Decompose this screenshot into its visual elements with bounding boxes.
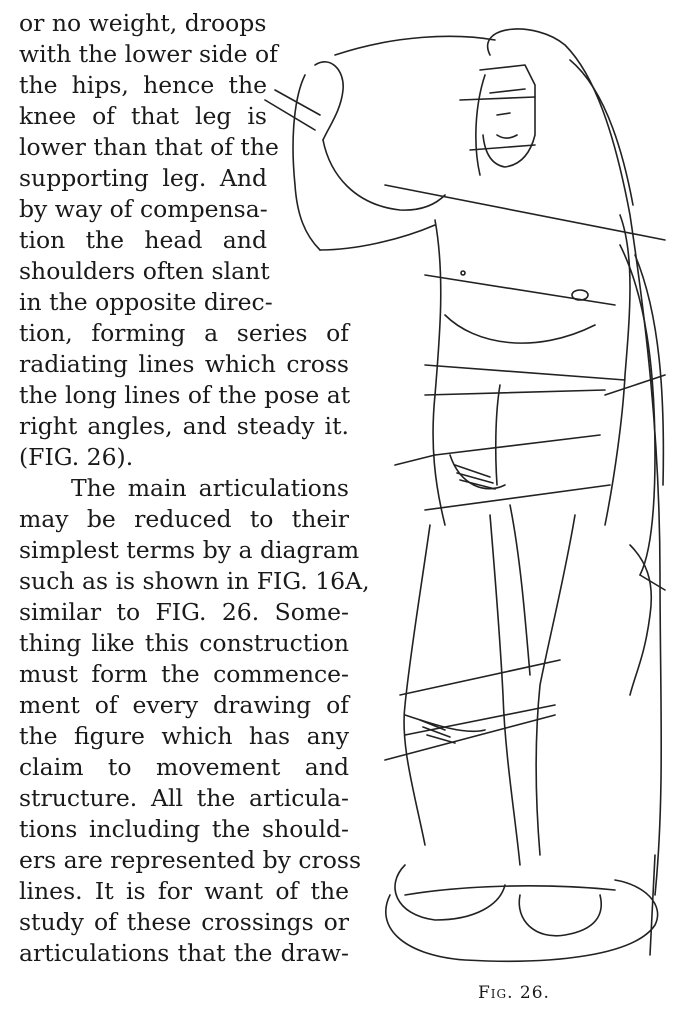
text-line: right angles, and steady it. (19, 412, 349, 440)
figure-caption: Fig. 26. (478, 983, 550, 1003)
text-line: ment of every drawing of (19, 691, 349, 719)
text-line: the hips, hence the (19, 71, 267, 99)
text-line: in the opposite direc- (19, 288, 273, 316)
text-line: tion the head and (19, 226, 267, 254)
text-line: thing like this construction (19, 629, 349, 657)
text-line: (FIG. 26). (19, 443, 134, 471)
text-line: knee of that leg is (19, 102, 267, 130)
text-line: supporting leg. And (19, 164, 267, 192)
text-line: ers are represented by cross (19, 846, 362, 874)
text-line: articulations that the draw- (19, 939, 349, 967)
text-line: may be reduced to their (19, 505, 349, 533)
text-line: similar to FIG. 26. Some- (19, 598, 349, 626)
standing-figure-sketch-icon (235, 15, 700, 975)
text-line: The main articulations (71, 474, 349, 502)
text-line: structure. All the articula- (19, 784, 349, 812)
text-line: the long lines of the pose at (19, 381, 351, 409)
text-line: lower than that of the (19, 133, 279, 161)
text-line: by way of compensa- (19, 195, 268, 223)
text-line: must form the commence- (19, 660, 349, 688)
text-line: simplest terms by a diagram (19, 536, 360, 564)
text-line: the figure which has any (19, 722, 349, 750)
text-line: such as is shown in FIG. 16A, (19, 567, 370, 595)
text-line: claim to movement and (19, 753, 349, 781)
text-line: or no weight, droops (19, 9, 267, 37)
text-line: lines. It is for want of the (19, 877, 349, 905)
text-line: tion, forming a series of (19, 319, 349, 347)
figure-26-illustration (235, 15, 700, 975)
text-line: radiating lines which cross (19, 350, 349, 378)
text-line: study of these crossings or (19, 908, 349, 936)
text-line: shoulders often slant (19, 257, 270, 285)
text-line: tions including the should- (19, 815, 349, 843)
text-line: with the lower side of (19, 40, 278, 68)
